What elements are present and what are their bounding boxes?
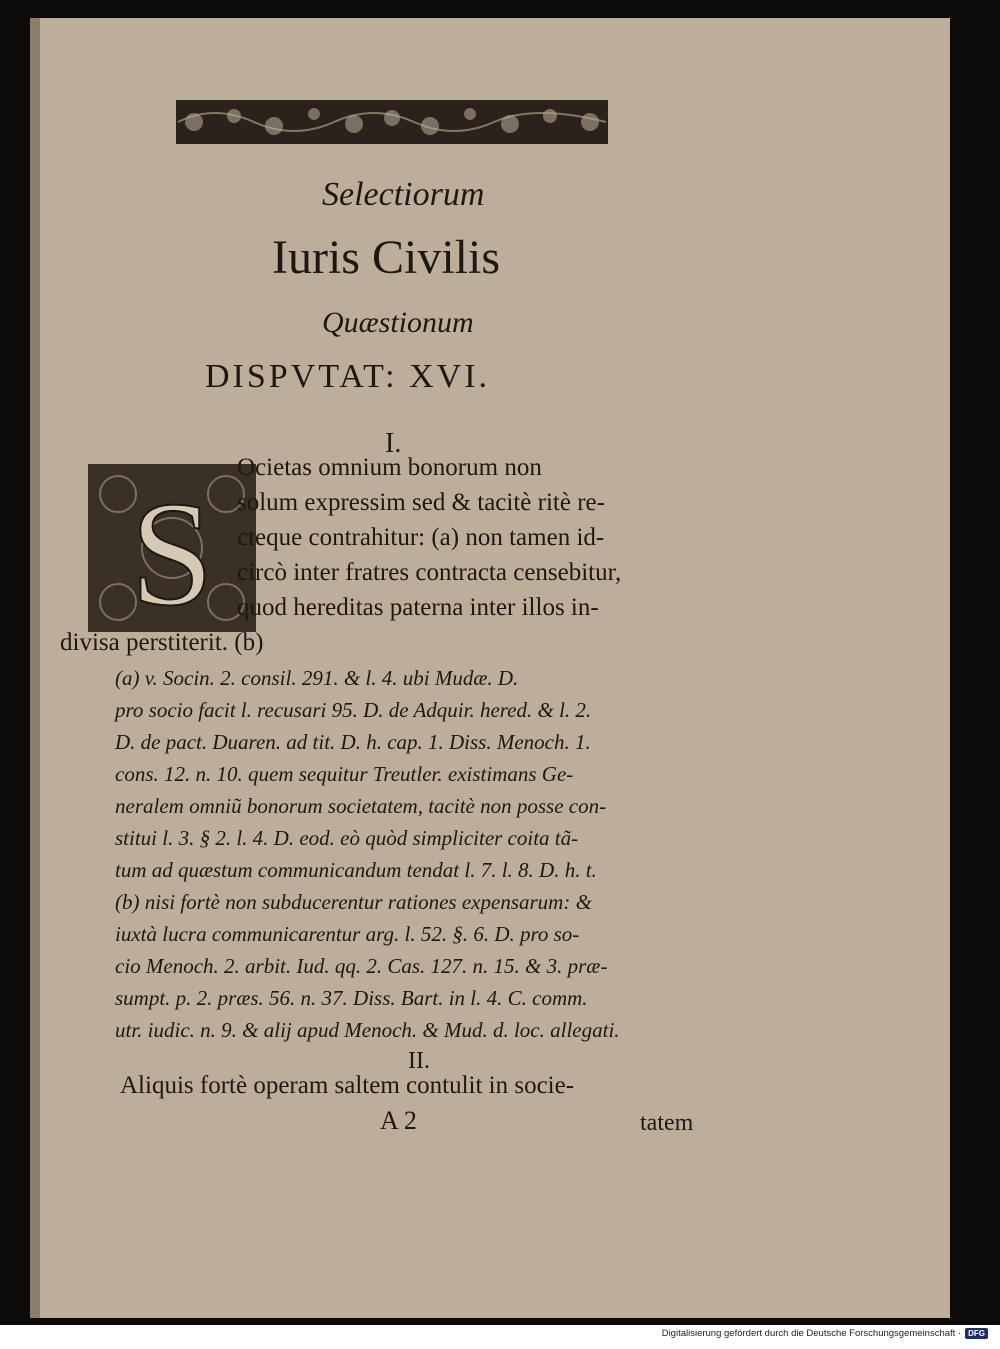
footnote-line: (a) v. Socin. 2. consil. 291. & l. 4. ubi Mudæ. D. [115,666,519,690]
text-line: cteque contrahitur: (a) non tamen id- [237,524,605,551]
footnote-line: cio Menoch. 2. arbit. Iud. qq. 2. Cas. 127. n. 15. & 3. præ- [115,954,608,978]
footnote-line: tum ad quæstum communicandum tendat l. 7. l. 8. D. h. t. [115,858,597,882]
title-line-1: Selectiorum [322,176,485,213]
footnote-line: utr. iudic. n. 9. & alij apud Menoch. & Mud. d. loc. allegati. [115,1018,620,1042]
footer-credit [662,1328,988,1339]
text-line: quod hereditas paterna inter illos in- [237,594,599,621]
footnote-line: stitui l. 3. § 2. l. 4. D. eod. eò quòd simpliciter coita tã- [115,826,579,850]
title-line-2: Iuris Civilis [272,231,501,284]
text-line: Aliquis fortè operam saltem contulit in socie- [120,1072,575,1099]
footnote-line: (b) nisi fortè non subducerentur rationes expensarum: & [115,890,592,914]
book-page [30,18,950,1318]
text-line: divisa perstiterit. (b) [60,629,264,656]
footnote-line: sumpt. p. 2. præs. 56. n. 37. Diss. Bart. in l. 4. C. comm. [115,986,588,1010]
text-line: Ocietas omnium bonorum non [237,454,542,481]
title-line-3: Quæstionum [322,306,474,339]
decorated-initial-s [88,464,256,632]
catchword: tatem [640,1110,694,1136]
text-line: solum expressim sed & tacitè ritè re- [237,489,605,516]
section-number-2: II. [408,1048,430,1074]
title-line-4: DISPVTAT: XVI. [205,358,491,395]
footnote-line: neralem omniũ bonorum societatem, tacitè non posse con- [115,794,607,818]
footnote-line: pro socio facit l. recusari 95. D. de Adquir. hered. & l. 2. [115,698,592,722]
svg-text:S: S [130,471,214,632]
footer-text: Digitalisierung gefördert durch die Deutsche Forschungsgemeinschaft · [661,1328,962,1339]
footnote-line: iuxtà lucra communicarentur arg. l. 52. §. 6. D. pro so- [115,922,580,946]
section-number-1: I. [385,428,402,459]
signature-mark: A 2 [380,1106,417,1135]
decorative-headpiece [174,98,610,146]
footnote-line: D. de pact. Duaren. ad tit. D. h. cap. 1. Diss. Menoch. 1. [115,730,591,754]
footnote-line: cons. 12. n. 10. quem sequitur Treutler. existimans Ge- [115,762,574,786]
dfg-logo: DFG [965,1328,988,1339]
text-line: circò inter fratres contracta censebitur, [237,559,622,586]
